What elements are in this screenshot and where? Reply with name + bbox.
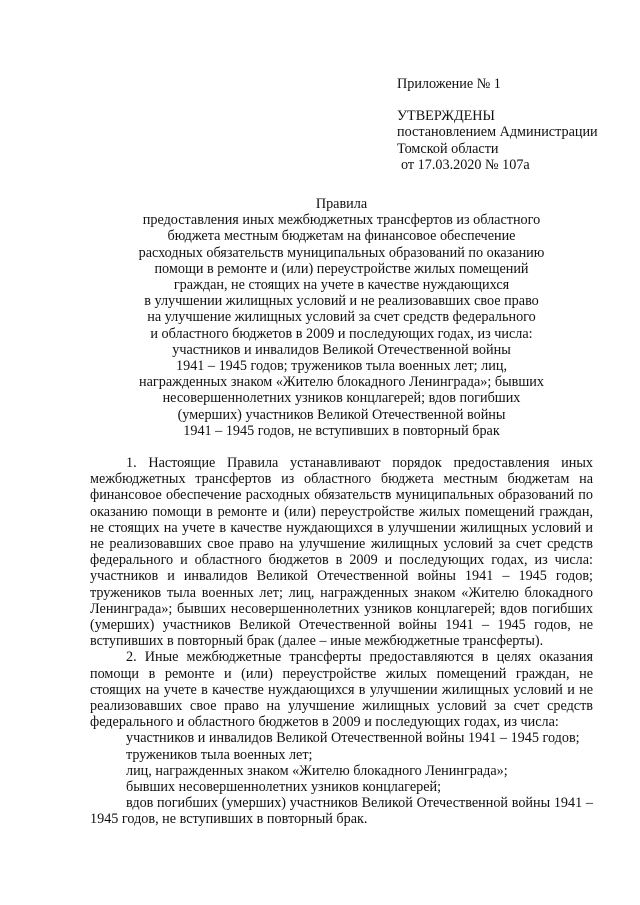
title-line: участников и инвалидов Великой Отечественной войны <box>172 341 511 358</box>
appendix-number: Приложение № 1 <box>397 76 501 92</box>
paragraph-1: 1. Настоящие Правила устанавливают порядок предоставления иных межбюджетных трансфертов из областного бюджета местным бюджетам на финансовое обеспечение расходных обязательств муниципальных образований по оказанию помощи в ремонте и (или) переустройстве жилых помещений граждан, не стоящих на учете в качестве нуждающихся в улучшении жилищных условий и не реализовавших свое право на улучшение жилищных условий за счет средств федерального и областного бюджетов в 2009 и последующих годах, из числа: участников и инвалидов Великой Отечественной войны 1941 – 1945 годов; тружеников тыла военных лет; лиц, награжденных знаком «Жителю блокадного Ленинграда»; бывших несовершеннолетних узников концлагерей; вдов погибших (умерших) участников Великой Отечественной войны 1941 – 1945 годов, не вступивших в повторный брак (далее – иные межбюджетные трансферты). <box>90 455 593 650</box>
approval-date: от 17.03.2020 № 107а <box>401 156 530 173</box>
list-item: участников и инвалидов Великой Отечественной войны 1941 – 1945 годов; <box>126 730 580 747</box>
title-line: расходных обязательств муниципальных образований по оказанию <box>138 244 545 261</box>
paragraph-2: 2. Иные межбюджетные трансферты предоставляются в целях оказания помощи в ремонте и (или) переустройстве жилых помещений граждан, не стоящих на учете в качестве нуждающихся в улучшении жилищных условий и не реализовавших свое право на улучшение жилищных условий за счет средств федерального и областного бюджетов в 2009 и последующих годах, из числа: <box>90 649 593 731</box>
approved-label: УТВЕРЖДЕНЫ <box>397 108 495 125</box>
title-line: на улучшение жилищных условий за счет средств федерального <box>147 309 536 326</box>
title-line: предоставления иных межбюджетных трансфертов из областного <box>142 212 541 229</box>
approval-line-1: постановлением Администрации <box>397 124 598 141</box>
approval-line-2: Томской области <box>397 140 499 157</box>
title-line: и областного бюджетов в 2009 и последующих годах, из числа: <box>150 325 533 342</box>
title-line: (умерших) участников Великой Отечественной войны <box>177 406 506 423</box>
list-item: бывших несовершеннолетних узников концлагерей; <box>126 779 442 796</box>
title-line: помощи в ремонте и (или) переустройстве жилых помещений <box>154 260 529 277</box>
title-line: граждан, не стоящих на учете в качестве нуждающихся <box>173 277 510 294</box>
title-line: награжденных знаком «Жителю блокадного Ленинграда»; бывших <box>139 374 544 391</box>
list-item: лиц, награжденных знаком «Жителю блокадного Ленинграда»; <box>126 762 508 779</box>
document-body <box>90 455 593 828</box>
title-line: бюджета местным бюджетам на финансовое обеспечение <box>167 228 516 245</box>
title-line: 1941 – 1945 годов, не вступивших в повторный брак <box>183 422 500 439</box>
title-heading: Правила <box>315 196 368 212</box>
approval-block <box>397 76 627 173</box>
title-line: 1941 – 1945 годов; тружеников тыла военных лет; лиц, <box>176 358 507 375</box>
document-title <box>90 196 593 439</box>
title-line: несовершеннолетних узников концлагерей; вдов погибших <box>162 390 521 407</box>
title-line: в улучшении жилищных условий и не реализовавших свое право <box>144 293 539 310</box>
list-item: вдов погибших (умерших) участников Великой Отечественной войны 1941 – 1945 годов, не вступивших в повторный брак. <box>90 795 593 828</box>
list-item: тружеников тыла военных лет; <box>126 746 313 763</box>
